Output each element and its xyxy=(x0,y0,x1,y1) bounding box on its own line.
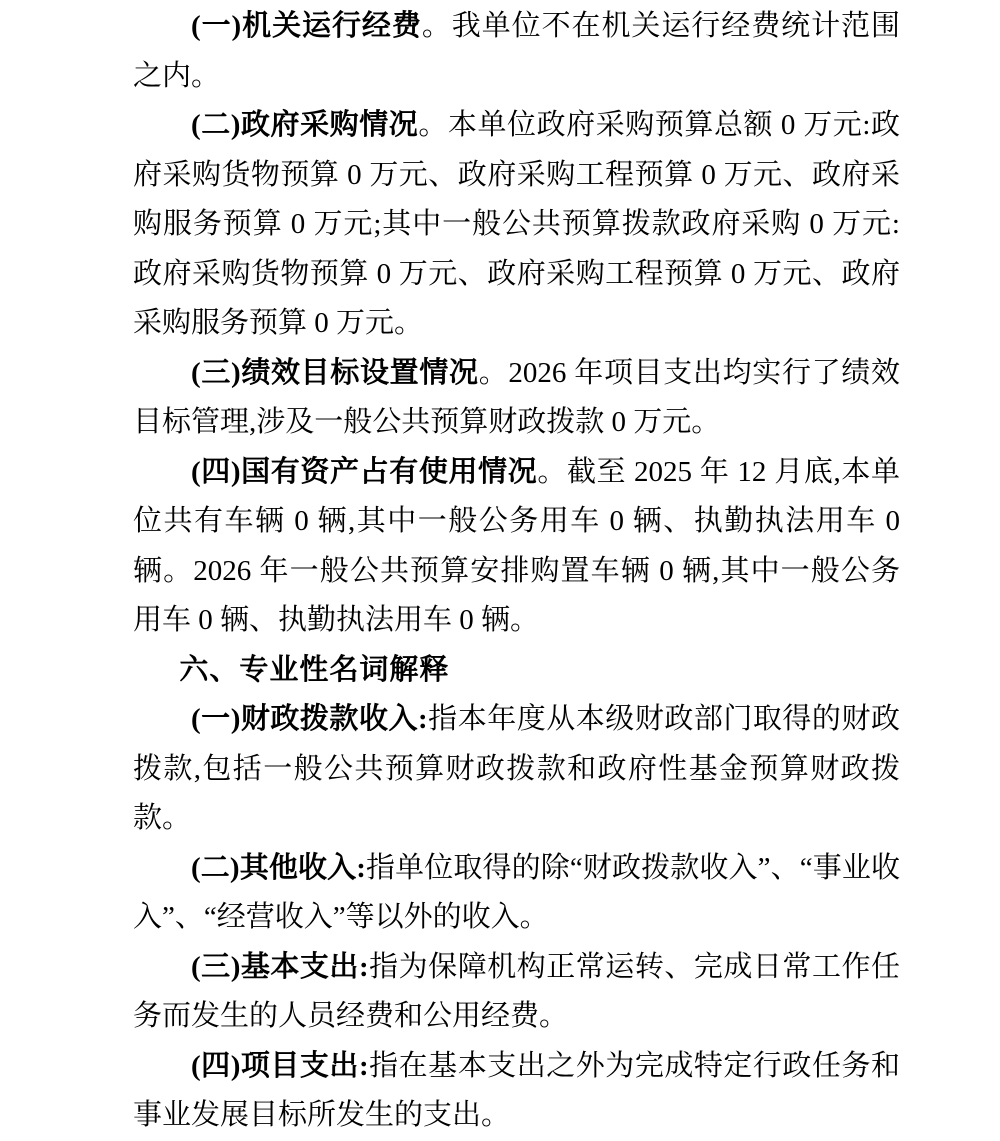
paragraph-text: 指本年度从本级财政部门取得的财政拨款,包括一般公共预算财政拨款和政府性基金预算财政拨款。 xyxy=(133,703,900,834)
paragraph-term-other-income xyxy=(133,844,900,943)
paragraph-term-project-expenditure xyxy=(133,1042,900,1141)
paragraph-operating-expenses xyxy=(133,2,900,101)
paragraph-term-basic-expenditure xyxy=(133,943,900,1042)
paragraph-lead-bold: (一)财政拨款收入: xyxy=(191,703,428,735)
paragraph-lead-bold: (二)政府采购情况 xyxy=(191,109,419,141)
paragraph-lead-bold: (四)项目支出: xyxy=(191,1049,369,1082)
paragraph-text: 。我单位不在机关运行经费统计范围之内。 xyxy=(133,10,900,92)
paragraph-text: 。2026 年项目支出均实行了绩效目标管理,涉及一般公共预算财政拨款 0 万元。 xyxy=(133,356,900,438)
paragraph-text: 指在基本支出之外为完成特定行政任务和事业发展目标所发生的支出。 xyxy=(133,1049,900,1131)
paragraph-text: 指单位取得的除“财政拨款收入”、“事业收入”、“经营收入”等以外的收入。 xyxy=(133,851,900,933)
paragraph-text: 。本单位政府采购预算总额 0 万元:政府采购货物预算 0 万元、政府采购工程预算 0 万元、政府采购服务预算 0 万元;其中一般公共预算拨款政府采购 0 万元:政府采购货物预算 0 万元、政府采购工程预算 0 万元、政府采购服务预算 0 万元。 xyxy=(133,109,900,339)
paragraph-state-assets xyxy=(133,448,900,646)
paragraph-text: 指为保障机构正常运转、完成日常工作任务而发生的人员经费和公用经费。 xyxy=(133,950,900,1032)
section-heading-glossary: 六、专业性名词解释 xyxy=(179,653,450,686)
paragraph-text: 。截至 2025 年 12 月底,本单位共有车辆 0 辆,其中一般公务用车 0 辆、执勤执法用车 0 辆。2026 年一般公共预算安排购置车辆 0 辆,其中一般公务用车 0 辆、执勤执法用车 0 辆。 xyxy=(133,455,900,636)
paragraph-lead-bold: (三)绩效目标设置情况 xyxy=(191,356,479,389)
paragraph-lead-bold: (一)机关运行经费 xyxy=(191,10,422,42)
paragraph-lead-bold: (四)国有资产占有使用情况 xyxy=(191,455,538,488)
paragraph-term-fiscal-appropriation-income xyxy=(133,695,900,844)
paragraph-performance-targets xyxy=(133,349,900,448)
paragraph-lead-bold: (三)基本支出: xyxy=(191,950,369,983)
paragraph-lead-bold: (二)其他收入: xyxy=(191,851,366,884)
paragraph-government-procurement xyxy=(133,101,900,349)
